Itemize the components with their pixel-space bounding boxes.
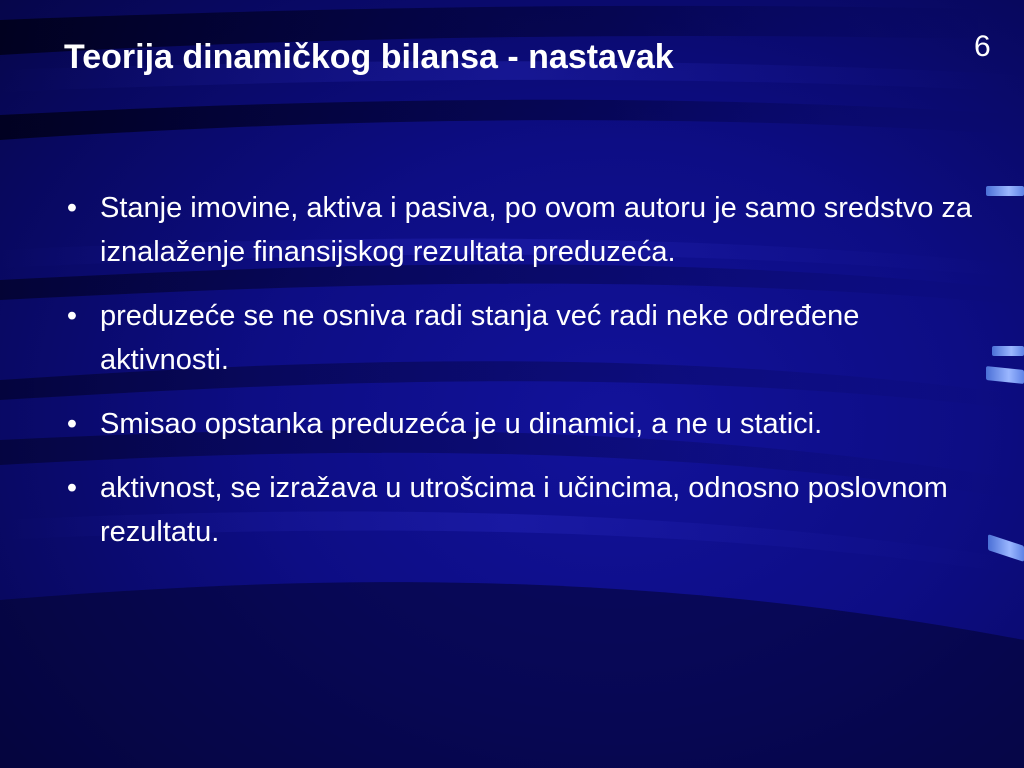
- slide-title: Teorija dinamičkog bilansa - nastavak: [64, 38, 674, 76]
- bullet-item: [60, 466, 990, 554]
- bullet-text: Smisao opstanka preduzeća je u dinamici, a ne u statici.: [100, 408, 823, 440]
- bullet-icon: •: [66, 300, 78, 332]
- bullet-item: [60, 402, 990, 446]
- bullet-text: aktivnost, se izražava u utrošcima i učincima, odnosno poslovnom rezultatu.: [100, 472, 948, 548]
- decorative-bar: [986, 186, 1024, 196]
- bullet-text: Stanje imovine, aktiva i pasiva, po ovom autoru je samo sredstvo za iznalaženje finansijskog rezultata preduzeća.: [100, 192, 973, 268]
- bullet-list: [60, 186, 990, 574]
- bullet-icon: •: [66, 192, 78, 224]
- bullet-item: [60, 294, 990, 382]
- decorative-bar: [992, 346, 1024, 356]
- page-number: 6: [974, 30, 991, 63]
- bullet-item: [60, 186, 990, 274]
- bullet-icon: •: [66, 472, 78, 504]
- bullet-text: preduzeće se ne osniva radi stanja već radi neke određene aktivnosti.: [100, 300, 860, 376]
- bullet-icon: •: [66, 408, 78, 440]
